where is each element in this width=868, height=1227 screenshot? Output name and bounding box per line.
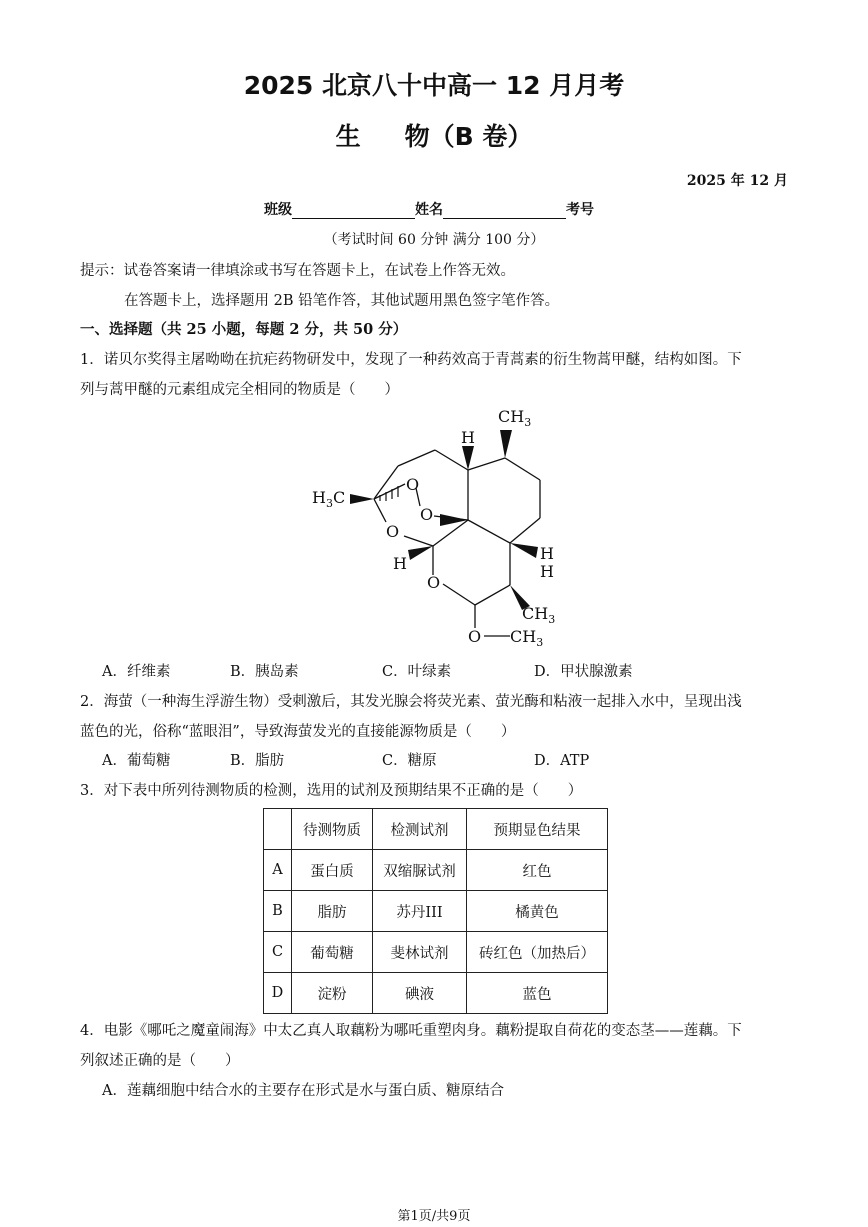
label-ch3-bottom: $CH_3$ (510, 627, 544, 649)
label-h-top: H (461, 428, 475, 447)
q4-option-a[interactable]: A．莲藕细胞中结合水的主要存在形式是水与蛋白质、糖原结合 (102, 1083, 504, 1099)
q3-table (263, 808, 608, 1014)
subject-char: 生 (335, 122, 361, 151)
table-row (264, 850, 608, 891)
class-label: 班级 (264, 202, 292, 218)
table-cell: 蓝色 (467, 973, 608, 1014)
label-o-peroxide-2: O (420, 505, 434, 524)
q2-stem-line-2: 蓝色的光，俗称“蓝眼泪”，导致海萤发光的直接能源物质是（ ） (80, 724, 516, 740)
exam-date: 2025 年 12 月 (686, 173, 788, 189)
label-h-right-2: H (540, 562, 554, 581)
table-header-cell (264, 809, 292, 850)
table-header-cell: 待测物质 (292, 809, 373, 850)
id-label: 考号 (566, 202, 594, 218)
label-h3c: $H_3C$ (312, 488, 346, 510)
table-cell: 苏丹III (373, 891, 467, 932)
label-h-right-1: H (540, 544, 554, 563)
table-cell: D (264, 973, 292, 1014)
q1-option-d[interactable]: D．甲状腺激素 (534, 664, 633, 680)
exam-time-info: （考试时间 60 分钟 满分 100 分） (323, 232, 545, 248)
label-ch3-top: $CH_3$ (498, 407, 532, 429)
q1-stem-line-1: 1．诺贝尔奖得主屠呦呦在抗疟药物研发中，发现了一种药效高于青蒿素的衍生物蒿甲醚，结构如图。下 (80, 352, 742, 368)
class-blank (292, 204, 415, 219)
table-header-cell: 预期显色结果 (467, 809, 608, 850)
table-cell: 红色 (467, 850, 608, 891)
q2-option-d[interactable]: D．ATP (534, 753, 590, 769)
label-o-peroxide-1: O (406, 475, 420, 494)
q3-stem: 3．对下表中所列待测物质的检测，选用的试剂及预期结果不正确的是（ ） (80, 783, 583, 799)
q4-stem-line-1: 4．电影《哪吒之魔童闹海》中太乙真人取藕粉为哪吒重塑肉身。藕粉提取自荷花的变态茎——莲藕。下 (80, 1023, 742, 1039)
table-row (264, 891, 608, 932)
table-row (264, 932, 608, 973)
q2-option-a[interactable]: A．葡萄糖 (102, 753, 171, 769)
q1-option-c[interactable]: C．叶绿素 (382, 664, 452, 680)
table-cell: C (264, 932, 292, 973)
table-cell: 蛋白质 (292, 850, 373, 891)
table-cell: 淀粉 (292, 973, 373, 1014)
table-cell: 葡萄糖 (292, 932, 373, 973)
table-cell: A (264, 850, 292, 891)
subject-title (0, 117, 868, 153)
table-cell: 砖红色（加热后） (467, 932, 608, 973)
label-o-pyran: O (427, 573, 441, 592)
name-label: 姓名 (415, 202, 443, 218)
q1-stem-line-2: 列与蒿甲醚的元素组成完全相同的物质是（ ） (80, 382, 399, 398)
label-ch3-right: $CH_3$ (522, 604, 556, 626)
table-row (264, 973, 608, 1014)
label-o-methoxy: O (468, 627, 482, 646)
table-cell: 脂肪 (292, 891, 373, 932)
page-footer: 第1页/共9页 (397, 1209, 471, 1224)
exam-title: 2025 北京八十中高一 12 月月考 (243, 71, 625, 100)
q4-stem-line-2: 列叙述正确的是（ ） (80, 1053, 240, 1069)
notice-line-2: 在答题卡上，选择题用 2B 铅笔作答，其他试题用黑色签字笔作答。 (124, 293, 560, 309)
q2-option-b[interactable]: B．脂肪 (230, 753, 285, 769)
label-o-ring: O (386, 522, 400, 541)
student-info-line (264, 199, 594, 219)
section-heading: 一、选择题（共 25 小题，每题 2 分，共 50 分） (80, 321, 408, 338)
table-cell: 碘液 (373, 973, 467, 1014)
name-blank (443, 204, 566, 219)
table-header-row (264, 809, 608, 850)
q2-stem-line-1: 2．海萤（一种海生浮游生物）受刺激后，其发光腺会将荧光素、萤光酶和粘液一起排入水中，呈现出浅 (80, 694, 742, 710)
subject-rest: 物（B 卷） (404, 122, 533, 151)
q1-option-b[interactable]: B．胰岛素 (230, 664, 299, 680)
table-cell: 斐林试剂 (373, 932, 467, 973)
label-h-left: H (393, 554, 407, 573)
table-header-cell: 检测试剂 (373, 809, 467, 850)
notice-line-1: 提示：试卷答案请一律填涂或书写在答题卡上，在试卷上作答无效。 (80, 263, 515, 279)
q1-option-a[interactable]: A．纤维素 (102, 664, 171, 680)
table-cell: 橘黄色 (467, 891, 608, 932)
artemether-structure (300, 398, 580, 653)
table-cell: B (264, 891, 292, 932)
table-cell: 双缩脲试剂 (373, 850, 467, 891)
q2-option-c[interactable]: C．糖原 (382, 753, 437, 769)
